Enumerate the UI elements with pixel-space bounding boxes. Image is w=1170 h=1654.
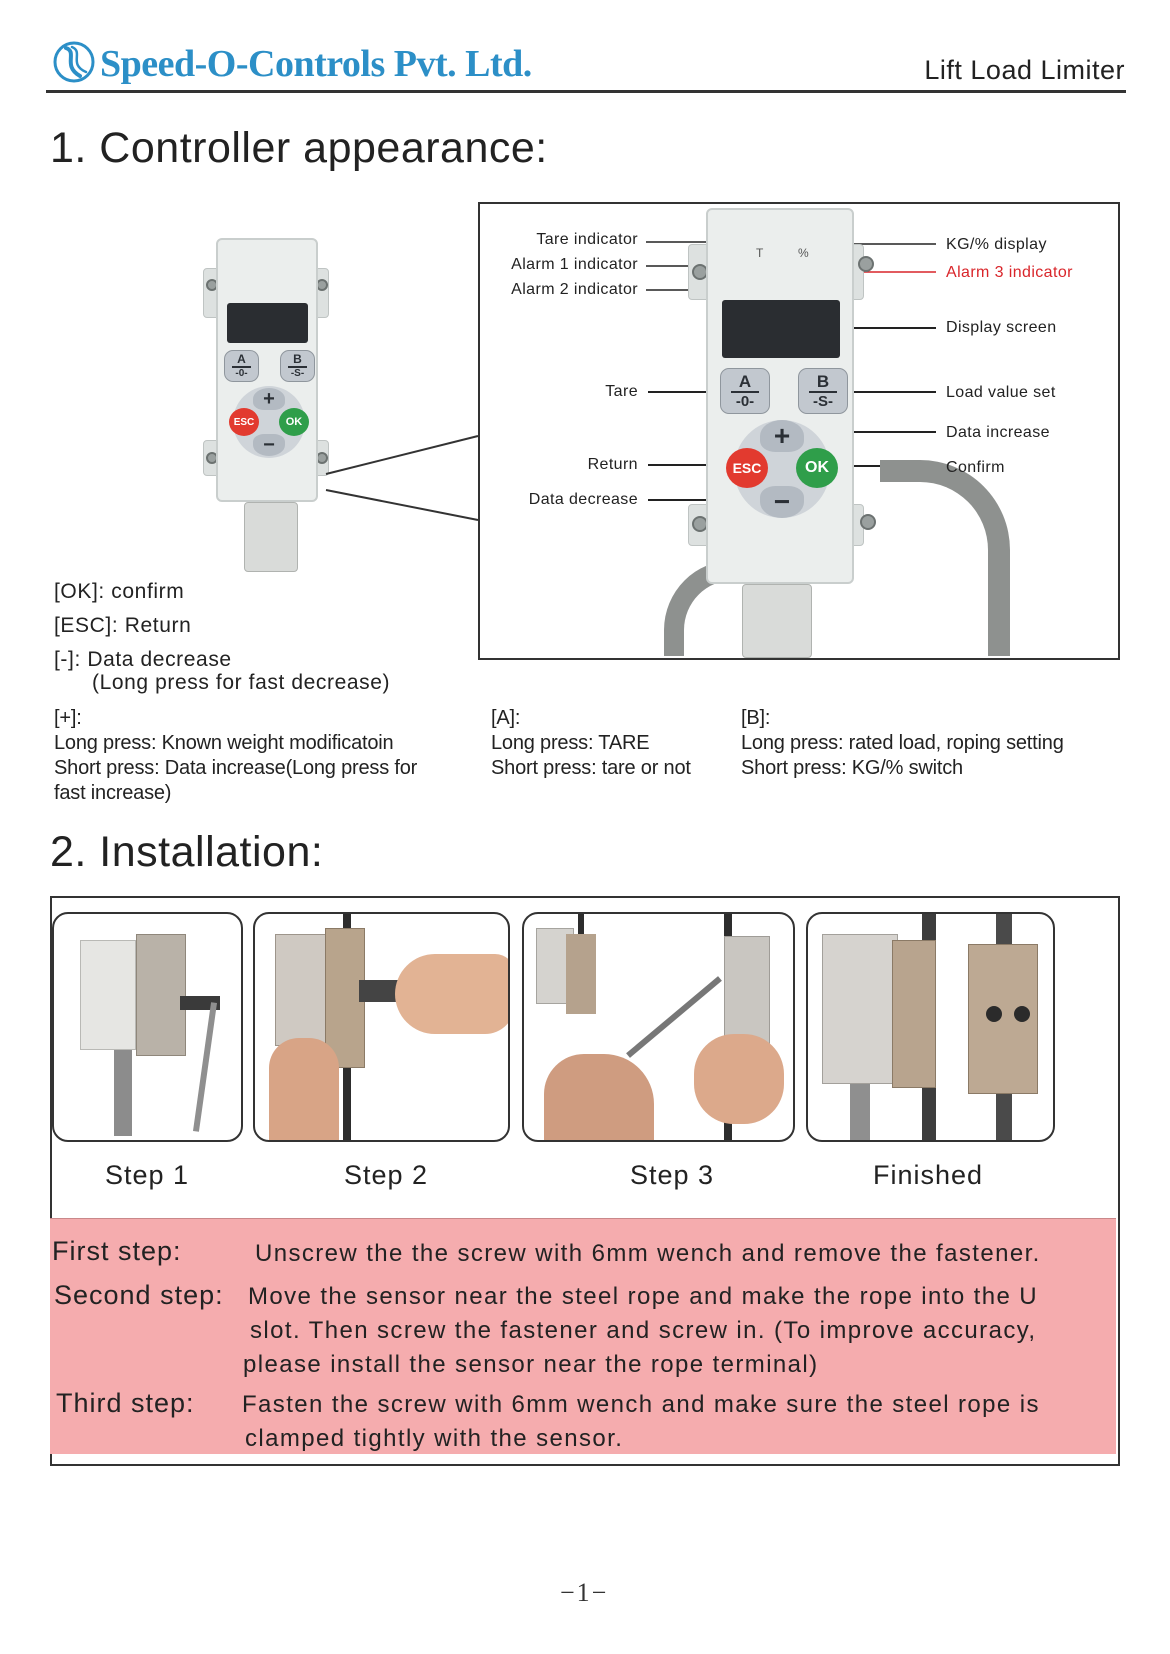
second-step-line1: Move the sensor near the steel rope and make the rope into the U: [248, 1283, 1039, 1310]
step1-photo: [52, 912, 243, 1142]
callout-confirm: Confirm: [946, 459, 1005, 476]
third-step-label: Third step:: [56, 1388, 195, 1418]
step3-label: Step 3: [630, 1160, 715, 1190]
callout-data-increase: Data increase: [946, 424, 1050, 441]
company-name: Speed-O-Controls Pvt. Ltd.: [100, 43, 532, 85]
callout-tare-indicator: Tare indicator: [536, 231, 638, 248]
key-b-small: B -S-: [280, 350, 315, 382]
second-step-line2: slot. Then screw the fastener and screw in. (To improve accuracy,: [250, 1317, 1037, 1344]
legend-ok: [OK]: confirm: [54, 580, 185, 603]
callout-display-screen: Display screen: [946, 319, 1057, 336]
a-key-description: [A]: Long press: TARE Short press: tare or not: [491, 707, 691, 779]
section-title-controller: 1. Controller appearance:: [50, 124, 548, 172]
step3-photo: [522, 912, 795, 1142]
first-step-text: Unscrew the the screw with 6mm wench and remove the fastener.: [255, 1240, 1041, 1267]
minus-key: −: [760, 486, 804, 518]
esc-key: ESC: [726, 448, 768, 488]
callout-alarm2: Alarm 2 indicator: [511, 281, 638, 298]
legend-minus-note: (Long press for fast decrease): [92, 671, 391, 694]
keypad-small: + − ESC OK: [233, 386, 305, 458]
step2-label: Step 2: [344, 1160, 429, 1190]
callout-load-value-set: Load value set: [946, 384, 1056, 401]
callout-alarm1: Alarm 1 indicator: [511, 256, 638, 273]
second-step-line3: please install the sensor near the rope terminal): [243, 1351, 819, 1378]
tare-indicator-label: T: [756, 246, 764, 260]
percent-indicator-label: %: [798, 246, 809, 260]
page-number: −1−: [560, 1578, 609, 1607]
plus-key-description: [+]: Long press: Known weight modificatoin Short press: Data increase(Long press for fast increase): [54, 707, 418, 804]
callout-data-decrease: Data decrease: [528, 491, 638, 508]
first-step-label: First step:: [52, 1236, 182, 1266]
keypad: [732, 418, 832, 520]
plus-key: +: [760, 420, 804, 452]
callout-alarm3: Alarm 3 indicator: [946, 264, 1073, 281]
display-screen: [722, 300, 840, 358]
step2-photo: [253, 912, 510, 1142]
key-a-small: A -0-: [224, 350, 259, 382]
cable-gland: [742, 584, 812, 658]
third-step-line1: Fasten the screw with 6mm wench and make sure the steel rope is: [242, 1391, 1040, 1418]
key-a: A -0-: [720, 368, 770, 414]
screw-icon: [858, 256, 874, 272]
callout-tare: Tare: [605, 383, 638, 400]
key-b: B -S-: [798, 368, 848, 414]
callout-kg-display: KG/% display: [946, 236, 1047, 253]
cable-gland-small: [244, 502, 298, 572]
callout-return: Return: [587, 456, 638, 473]
finished-label: Finished: [873, 1160, 984, 1190]
step1-label: Step 1: [105, 1160, 190, 1190]
speed-o-logo-icon: [52, 40, 96, 84]
screw-icon: [860, 514, 876, 530]
third-step-line2: clamped tightly with the sensor.: [245, 1425, 624, 1452]
product-title: Lift Load Limiter: [924, 55, 1125, 85]
finished-photo: [806, 912, 1055, 1142]
section-title-installation: 2. Installation:: [50, 828, 324, 876]
legend-esc: [ESC]: Return: [54, 614, 192, 637]
second-step-label: Second step:: [54, 1280, 224, 1310]
b-key-description: [B]: Long press: rated load, roping setting Short press: KG/% switch: [741, 707, 1064, 779]
ok-key: OK: [796, 448, 838, 488]
header-divider: [46, 90, 1126, 93]
legend-minus: [-]: Data decrease: [54, 648, 232, 671]
display-screen-small: [227, 303, 308, 343]
